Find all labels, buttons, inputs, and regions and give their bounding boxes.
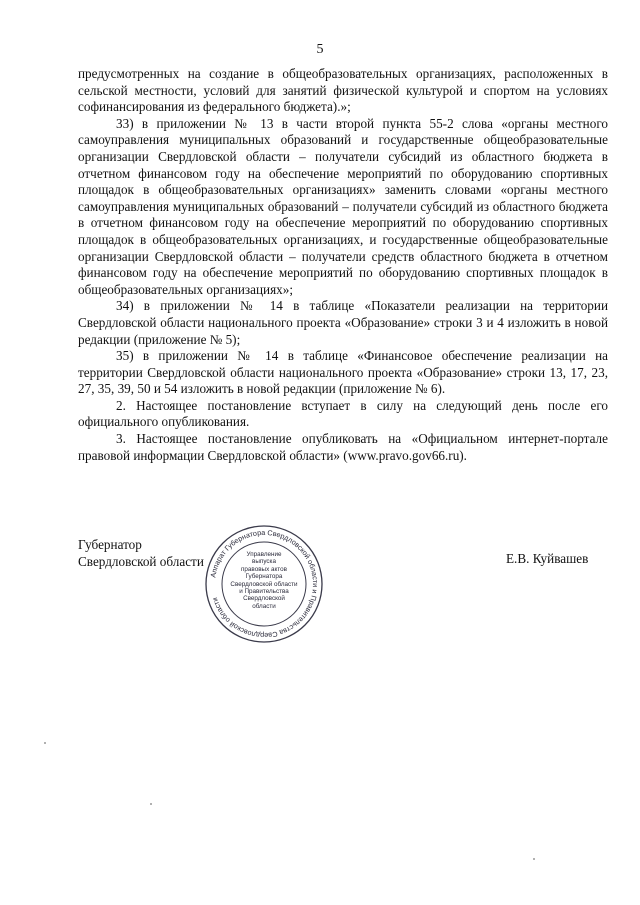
- scan-speck: [44, 742, 46, 744]
- stamp-center-text: [217, 551, 311, 610]
- stamp-line: и Правительства: [239, 588, 289, 596]
- paragraph-item-33: 33) в приложении № 13 в части второй пункта 55-2 слова «органы местного самоуправления муниципальных образований и государственные общеобразовательные организации Свердловской области – получатели субсидий из областного бюджета в отчетном финансовом году на обеспечение мероприятий по оборудованию спортивных площадок в общеобразовательных организациях» заменить словами «органы местного самоуправления муниципальных образований – получатели субсидий из областного бюджета в отчетном финансовом году на обеспечение мероприятий по оборудованию спортивных площадок в общеобразовательных организациях, и государственные общеобразовательные организации Свердловской области – получатели средств областного бюджета в отчетном финансовом году на обеспечение мероприятий по оборудованию спортивных площадок в общеобразовательных организациях»;: [78, 115, 608, 297]
- paragraph-item-35: 35) в приложении № 14 в таблице «Финансовое обеспечение реализации на территории Свердловской области национального проекта «Образование» строки 13, 17, 23, 27, 35, 39, 50 и 54 изложить в новой редакции (приложение № 6).: [78, 348, 608, 397]
- paragraph-item-34: 34) в приложении № 14 в таблице «Показатели реализации на территории Свердловской области национального проекта «Образование» строки 3 и 4 изложить в новой редакции (приложение № 5);: [78, 298, 608, 347]
- signature-title: [78, 536, 204, 570]
- signature-region: Свердловской области: [78, 554, 204, 569]
- page-number: 5: [316, 42, 324, 57]
- paragraph-publication: 3. Настоящее постановление опубликовать на «Официальном интернет-портале правовой информации Свердловской области» (www.pravo.gov66.ru).: [78, 431, 608, 463]
- stamp-line: правовых актов: [241, 565, 287, 573]
- stamp-line: Управление: [246, 551, 282, 558]
- scan-speck: [533, 858, 535, 860]
- stamp-line: Свердловской: [243, 595, 285, 603]
- official-stamp: [203, 523, 325, 645]
- stamp-line: Губернатора: [245, 573, 283, 581]
- paragraph-effective-date: 2. Настоящее постановление вступает в силу на следующий день после его официального опубликования.: [78, 397, 608, 430]
- paragraph-continuation: предусмотренных на создание в общеобразовательных организациях, расположенных в сельской местности, условий для занятий физической культурой и спортом на условиях софинансирования из федерального бюджета).»;: [78, 66, 608, 115]
- signature-name: Е.В. Куйвашев: [506, 551, 589, 566]
- stamp-line: области: [252, 602, 276, 610]
- stamp-line: Свердловской области: [230, 580, 298, 588]
- signature-position: Губернатор: [78, 537, 142, 552]
- scan-speck: [150, 803, 152, 805]
- stamp-line: выпуска: [252, 558, 276, 566]
- document-body: [78, 66, 608, 464]
- stamp-ring-text: Аппарат Губернатора Свердловской области и Правительства Свердловской области: [208, 527, 321, 641]
